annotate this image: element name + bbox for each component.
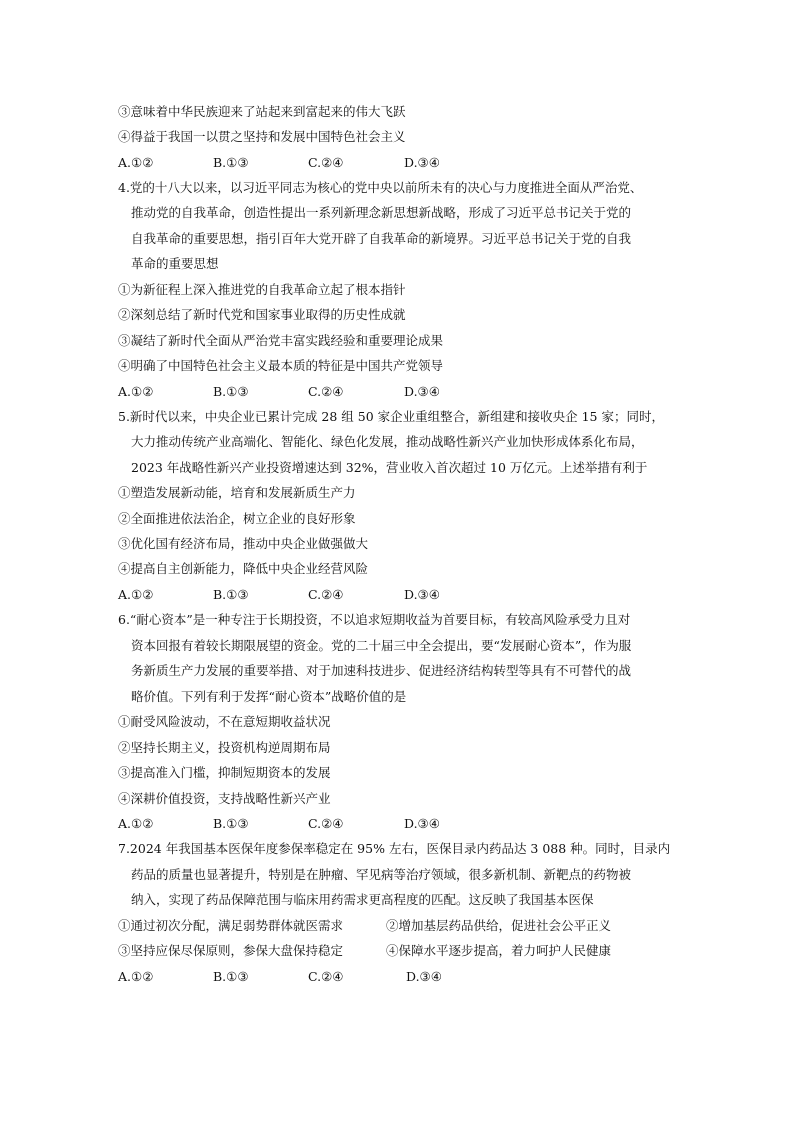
q4-statement-1: ①为新征程上深入推进党的自我革命立起了根本指针 xyxy=(118,282,406,297)
q7-options xyxy=(118,969,442,985)
q3-option-d: D.③④ xyxy=(404,155,440,170)
q6-option-d: D.③④ xyxy=(404,816,440,831)
q6-statement-2: ②坚持长期主义，投资机构逆周期布局 xyxy=(118,740,331,755)
q7-option-b: B.①③ xyxy=(213,969,249,984)
q7-stem-line-2: 药品的质量也显著提升，特别是在肿瘤、罕见病等治疗领域，很多新机制、新靶点的药物被 xyxy=(131,867,632,882)
q7-option-d: D.③④ xyxy=(406,969,442,984)
q6-statement-4: ④深耕价值投资，支持战略性新兴产业 xyxy=(118,791,331,806)
q6-statement-1: ①耐受风险波动，不在意短期收益状况 xyxy=(118,714,331,729)
q5-options xyxy=(118,587,440,603)
q4-option-b: B.①③ xyxy=(213,384,249,399)
q4-statement-3: ③凝结了新时代全面从严治党丰富实践经验和重要理论成果 xyxy=(118,333,444,348)
q5-statement-3: ③优化国有经济布局，推动中央企业做强做大 xyxy=(118,536,369,551)
q6-stem-line-1: 6.“耐心资本”是一种专注于长期投资，不以追求短期收益为首要目标，有较高风险承受力且对 xyxy=(118,612,631,627)
q4-stem-line-2: 推动党的自我革命，创造性提出一系列新理念新思想新战略，形成了习近平总书记关于党的 xyxy=(131,205,632,220)
q3-statement-3: ③意味着中华民族迎来了站起来到富起来的伟大飞跃 xyxy=(118,104,406,119)
q6-option-a: A.①② xyxy=(118,816,154,831)
q5-option-d: D.③④ xyxy=(404,587,440,602)
q5-stem-line-1: 5.新时代以来，中央企业已累计完成 28 组 50 家企业重组整合，新组建和接收央企 15 家；同时， xyxy=(118,409,664,424)
q4-option-a: A.①② xyxy=(118,384,154,399)
q7-statement-3: ③坚持应保尽保原则，参保大盘保持稳定 xyxy=(118,943,344,958)
q3-option-a: A.①② xyxy=(118,155,154,170)
q6-options xyxy=(118,816,440,832)
q3-option-b: B.①③ xyxy=(213,155,249,170)
q5-statement-1: ①塑造发展新动能，培育和发展新质生产力 xyxy=(118,485,356,500)
q7-statement-2: ②增加基层药品供给，促进社会公平正义 xyxy=(386,918,612,933)
q6-option-c: C.②④ xyxy=(308,816,344,831)
q5-option-a: A.①② xyxy=(118,587,154,602)
q7-stem-line-1: 7.2024 年我国基本医保年度参保率稳定在 95% 左右，医保目录内药品达 3 088 种。同时，目录内 xyxy=(118,841,671,856)
q5-stem-line-3: 2023 年战略性新兴产业投资增速达到 32%，营业收入首次超过 10 万亿元。上述举措有利于 xyxy=(131,460,648,475)
q4-stem-line-1: 4.党的十八大以来，以习近平同志为核心的党中央以前所未有的决心与力度推进全面从严治党、 xyxy=(118,180,643,195)
q6-stem-line-3: 务新质生产力发展的重要举措、对于加速科技进步、促进经济结构转型等具有不可替代的战 xyxy=(131,663,632,678)
q5-option-b: B.①③ xyxy=(213,587,249,602)
q7-statements-row-1 xyxy=(118,918,611,934)
q6-stem-line-2: 资本回报有着较长期限展望的资金。党的二十届三中全会提出，要“发展耐心资本”，作为服 xyxy=(131,638,632,653)
q7-option-a: A.①② xyxy=(118,969,154,984)
q4-options xyxy=(118,384,440,400)
q7-statements-row-2 xyxy=(118,943,611,959)
q7-option-c: C.②④ xyxy=(308,969,344,984)
q4-option-d: D.③④ xyxy=(404,384,440,399)
q4-stem-line-3: 自我革命的重要思想，指引百年大党开辟了自我革命的新境界。习近平总书记关于党的自我 xyxy=(131,231,632,246)
q7-statement-1: ①通过初次分配，满足弱势群体就医需求 xyxy=(118,918,344,933)
q4-option-c: C.②④ xyxy=(308,384,344,399)
q5-statement-4: ④提高自主创新能力，降低中央企业经营风险 xyxy=(118,561,369,576)
q6-stem-line-4: 略价值。下列有利于发挥“耐心资本”战略价值的是 xyxy=(131,689,407,704)
q7-stem-line-3: 纳入，实现了药品保障范围与临床用药需求更高程度的匹配。这反映了我国基本医保 xyxy=(131,892,594,907)
q4-statement-2: ②深刻总结了新时代党和国家事业取得的历史性成就 xyxy=(118,307,406,322)
q6-option-b: B.①③ xyxy=(213,816,249,831)
q5-statement-2: ②全面推进依法治企，树立企业的良好形象 xyxy=(118,511,356,526)
q4-stem-line-4: 革命的重要思想 xyxy=(131,256,219,271)
q4-statement-4: ④明确了中国特色社会主义最本质的特征是中国共产党领导 xyxy=(118,358,444,373)
q5-stem-line-2: 大力推动传统产业高端化、智能化、绿色化发展，推动战略性新兴产业加快形成体系化布局， xyxy=(131,434,644,449)
q3-options xyxy=(118,155,440,171)
q3-option-c: C.②④ xyxy=(308,155,344,170)
q3-statement-4: ④得益于我国一以贯之坚持和发展中国特色社会主义 xyxy=(118,129,406,144)
q7-statement-4: ④保障水平逐步提高，着力呵护人民健康 xyxy=(386,943,612,958)
q6-statement-3: ③提高准入门槛，抑制短期资本的发展 xyxy=(118,765,331,780)
q5-option-c: C.②④ xyxy=(308,587,344,602)
